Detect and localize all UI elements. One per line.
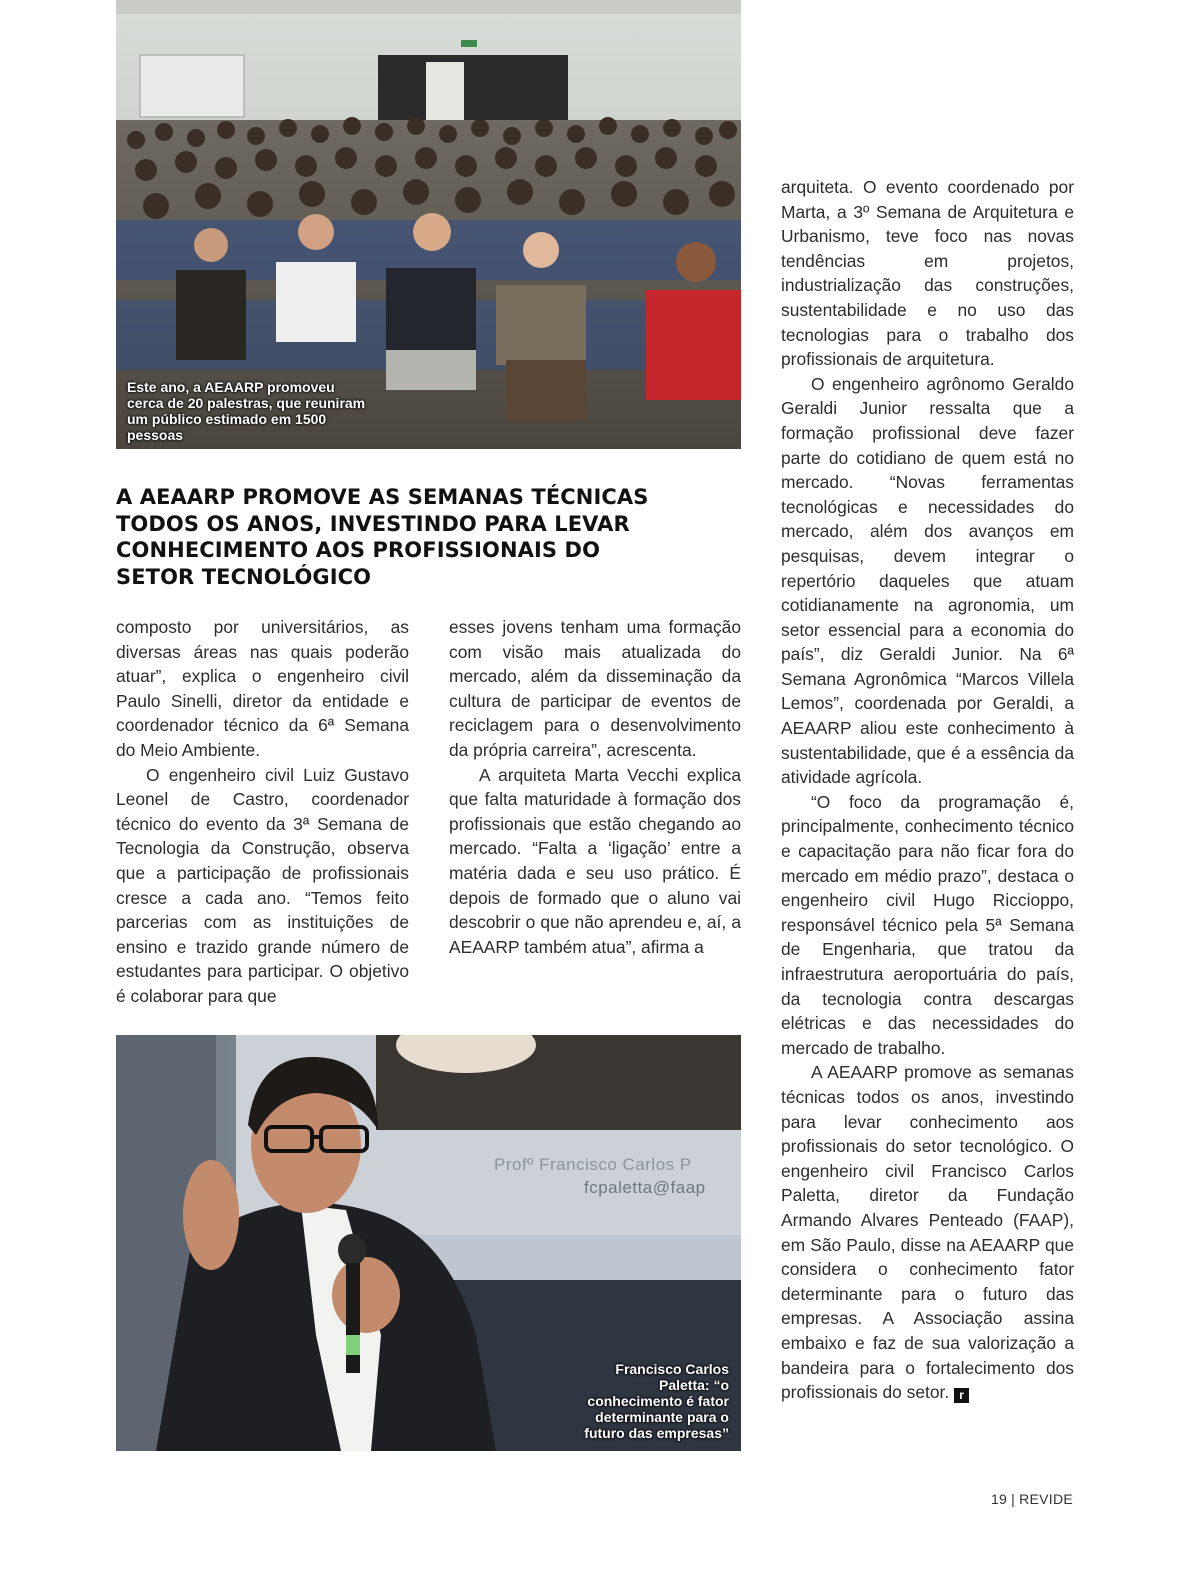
text-column-3 — [781, 175, 1074, 1405]
paragraph — [781, 1060, 1074, 1404]
slide-presenter-name: Profº Francisco Carlos P — [494, 1155, 692, 1174]
speaker-photo-caption: Francisco Carlos Paletta: “o conhecimento é fator determinante para o futuro das empresas” — [584, 1361, 729, 1441]
paragraph: O engenheiro agrônomo Geraldo Geraldi Junior ressalta que a formação profissional deve fazer parte do cotidiano de quem está no mercado. “Novas ferramentas tecnológicas e necessidades do mercado, além dos avanços em pesquisas, devem integrar o repertório daqueles que atuam cotidianamente na agronomia, um setor essencial para a economia do país”, diz Geraldi Junior. Na 6ª Semana Agronômica “Marcos Villela Lemos”, coordenada por Geraldi, a AEAARP aliou este conhecimento à sustentabilidade, que é a essência da atividade agrícola. — [781, 373, 1074, 788]
speaker-photo — [116, 1035, 741, 1451]
end-mark-icon: r — [954, 1388, 969, 1403]
paragraph: esses jovens tenham uma formação com visão mais atualizada do mercado, além da disseminação da cultura de participar de eventos de reciclagem para o desenvolvimento da própria carreira”, acrescenta. — [449, 617, 741, 760]
paragraph: composto por universitários, as diversas áreas nas quais poderão atuar”, explica o engenheiro civil Paulo Sinelli, diretor da entidade e coordenador técnico da 6ª Semana do Meio Ambiente. — [116, 617, 409, 760]
page-number: 19 — [990, 1491, 1008, 1507]
slide-email: fcpaletta@faap — [584, 1178, 706, 1197]
slide-text — [494, 1153, 741, 1199]
text-column-1 — [116, 615, 409, 1009]
paragraph: A arquiteta Marta Vecchi explica que falta maturidade à formação dos profissionais que estão chegando ao mercado. “Falta a ‘ligação’ entre a matéria dada e seu uso prático. É depois de formado que o aluno vai descobrir o que não aprendeu e, aí, a AEAARP também atua”, afirma a — [449, 764, 741, 957]
article-headline: A AEAARP PROMOVE AS SEMANAS TÉCNICAS TODOS OS ANOS, INVESTINDO PARA LEVAR CONHECIMENTO AOS PROFISSIONAIS DO SETOR TECNOLÓGICO — [116, 485, 649, 589]
page-folio — [991, 1491, 1073, 1507]
paragraph-text: A AEAARP promove as semanas técnicas todos os anos, investindo para levar conhecimento aos profissionais do setor tecnológico. O engenheiro civil Francisco Carlos Paletta, diretor da Fundação Armando Alvares Penteado (FAAP), em São Paulo, disse na AEAARP que considera o conhecimento fator determinante para o futuro das empresas. A Associação assina embaixo e faz de sua valorização a bandeira para o fortalecimento dos profissionais do setor. — [781, 1062, 1074, 1403]
paragraph: arquiteta. O evento coordenado por Marta, a 3º Semana de Arquitetura e Urbanismo, teve foco nas novas tendências em projetos, industrialização das construções, sustentabilidade e no uso das tecnologias para o trabalho dos profissionais de arquitetura. — [781, 177, 1074, 370]
magazine-name: REVIDE — [1019, 1491, 1073, 1507]
audience-photo — [116, 0, 741, 449]
folio-separator: | — [1011, 1491, 1016, 1507]
audience-photo-caption: Este ano, a AEAARP promoveu cerca de 20 palestras, que reuniram um público estimado em 1500 pessoas — [127, 379, 366, 443]
paragraph: O engenheiro civil Luiz Gustavo Leonel de Castro, coordenador técnico do evento da 3ª Semana de Tecnologia da Construção, observa que a participação de profissionais cresce a cada ano. “Temos feito parcerias com as instituições de ensino e trazido grande número de estudantes para participar. O objetivo é colaborar para que — [116, 764, 409, 1006]
paragraph: “O foco da programação é, principalmente, conhecimento técnico e capacitação para não ficar fora do mercado em médio prazo”, destaca o engenheiro civil Hugo Riccioppo, responsável técnico pela 5ª Semana de Engenharia, que tratou da infraestrutura aeroportuária do país, da tecnologia contra descargas elétricas e das necessidades do mercado de trabalho. — [781, 791, 1074, 1058]
text-column-2 — [449, 615, 741, 959]
